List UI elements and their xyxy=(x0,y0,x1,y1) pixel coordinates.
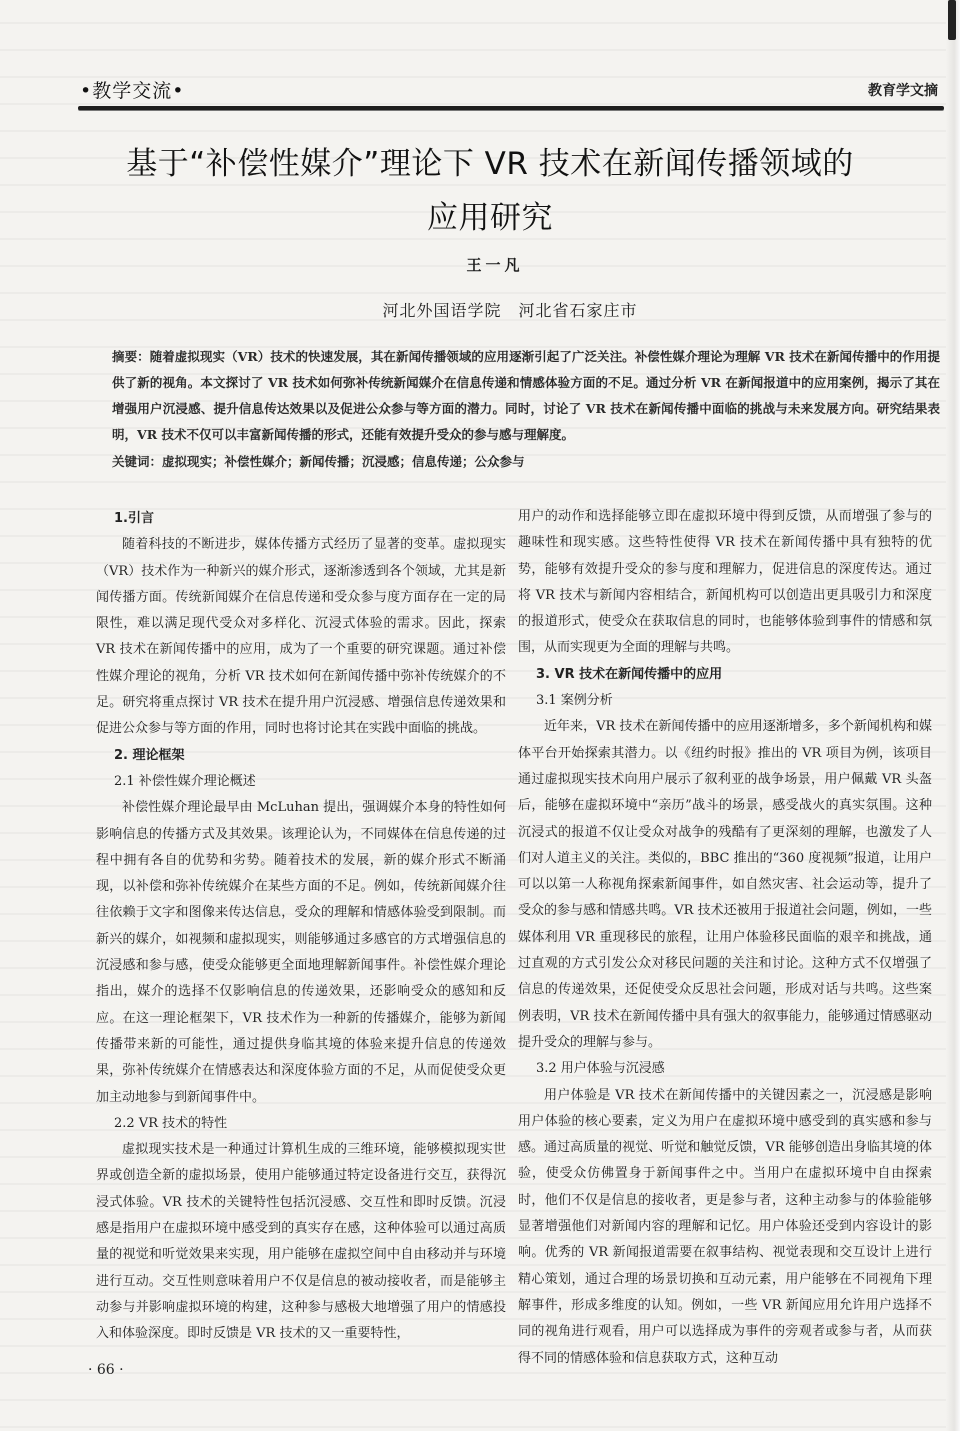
affiliation: 河北外国语学院 河北省石家庄市 xyxy=(382,301,638,320)
section-heading-3: 3. VR 技术在新闻传播中的应用 xyxy=(536,666,723,682)
paragraph-vr-features: 虚拟现实技术是一种通过计算机生成的三维环境，能够模拟现实世界或创造全新的虚拟场景，使用户能够通过特定设备进行交互，获得沉浸式体验。VR 技术的关键特性包括沉浸感、交互性和即时反馈。沉浸感是指用户在虚拟环境中感受到的真实存在感，这种体验可以通过高质量的视觉和听觉效果来实现，用户能够在虚拟空间中自由移动并与环境进行互动。交互性则意味着用户不仅是信息的被动接收者，而是能够主动参与并影响虚拟环境的构建，这种参与感极大地增强了用户的情感投入和体验深度。即时反馈是 VR 技术的又一重要特性， xyxy=(96,1142,506,1342)
paragraph-case-study: 近年来，VR 技术在新闻传播中的应用逐渐增多，多个新闻机构和媒体平台开始探索其潜力。以《纽约时报》推出的 VR 项目为例，该项目通过虚拟现实技术向用户展示了叙利亚的战争场景，用户佩戴 VR 头盔后，能够在虚拟环境中“亲历”战斗的场景，感受战火的真实氛围。这种沉浸式的报道不仅让受众对战争的残酷有了更深刻的理解，也激发了人们对人道主义的关注。类似的，BBC 推出的“360 度视频”报道，让用户可以以第一人称视角探索新闻事件，如自然灾害、社会运动等，提升了受众的参与感和情感共鸣。VR 技术还被用于报道社会问题，例如，一些媒体利用 VR 重现移民的旅程，让用户体验移民面临的艰辛和挑战，通过直观的方式引发公众对移民问题的关注和讨论。这种方式不仅增强了信息的传递效果，还促使受众反思社会问题，形成对话与共鸣。这些案例表明，VR 技术在新闻传播中具有强大的叙事能力，能够通过情感驱动提升受众的理解与参与。 xyxy=(518,719,932,1050)
paragraph-vr-features-continued: 用户的动作和选择能够立即在虚拟环境中得到反馈，从而增强了参与的趣味性和现实感。这些特性使得 VR 技术在新闻传播中具有独特的优势，能够有效提升受众的参与度和理解力，促进信息的深度传达。通过将 VR 技术与新闻内容相结合，新闻机构可以创造出更具吸引力和深度的报道形式，使受众在获取信息的同时，也能够体验到事件的情感和氛围，从而实现更为全面的理解与共鸣。 xyxy=(518,509,932,656)
paragraph-user-experience: 用户体验是 VR 技术在新闻传播中的关键因素之一，沉浸感是影响用户体验的核心要素，定义为用户在虚拟环境中感受到的真实感和参与感。通过高质量的视觉、听觉和触觉反馈，VR 能够创造出身临其境的体验，使受众仿佛置身于新闻事件之中。当用户在虚拟环境中自由探索时，他们不仅是信息的接收者，更是参与者，这种主动参与的体验能够显著增强他们对新闻内容的理解和记忆。用户体验还受到内容设计的影响。优秀的 VR 新闻报道需要在叙事结构、视觉表现和交互设计上进行精心策划，通过合理的场景切换和互动元素，用户能够在不同视角下理解事件，形成多维度的认知。例如，一些 VR 新闻应用允许用户选择不同的视角进行观看，用户可以选择成为事件的旁观者或参与者，从而获得不同的情感体验和信息获取方式，这种互动 xyxy=(518,1087,932,1366)
section-tag: •教学交流• xyxy=(80,80,185,102)
subsection-heading-3-1: 3.1 案例分析 xyxy=(536,693,613,709)
header-rule xyxy=(78,106,944,110)
page-number: · 66 · xyxy=(88,1362,124,1378)
section-heading-2: 2. 理论框架 xyxy=(114,747,185,763)
article-title-line1: 基于“补偿性媒介”理论下 VR 技术在新闻传播领域的 xyxy=(126,146,854,182)
section-heading-1: 1.引言 xyxy=(114,511,154,526)
journal-name: 教育学文摘 xyxy=(868,83,938,99)
page-edge-corner xyxy=(948,0,956,40)
paragraph-intro: 随着科技的不断进步，媒体传播方式经历了显著的变革。虚拟现实（VR）技术作为一种新兴的媒介形式，逐渐渗透到各个领域，尤其是新闻传播方面。传统新闻媒介在信息传递和受众参与度方面存在一定的局限性，难以满足现代受众对多样化、沉浸式体验的需求。因此，探索 VR 技术在新闻传播中的应用，成为了一个重要的研究课题。通过补偿性媒介理论的视角，分析 VR 技术如何在新闻传播中弥补传统媒介的不足。研究将重点探讨 VR 技术在提升用户沉浸感、增强信息传递效果和促进公众参与等方面的作用，同时也将讨论其在实践中面临的挑战。 xyxy=(96,537,506,737)
abstract: 摘要：随着虚拟现实（VR）技术的快速发展，其在新闻传播领域的应用逐渐引起了广泛关注。补偿性媒介理论为理解 VR 技术在新闻传播中的作用提供了新的视角。本文探讨了 VR 技术如何弥补传统新闻媒介在信息传递和情感体验方面的不足。通过分析 VR 在新闻报道中的应用案例，揭示了其在增强用户沉浸感、提升信息传达效果以及促进公众参与等方面的潜力。同时，讨论了 VR 技术在新闻传播中面临的挑战与未来发展方向。研究结果表明，VR 技术不仅可以丰富新闻传播的形式，还能有效提升受众的参与感与理解度。 xyxy=(112,349,940,442)
left-column xyxy=(96,506,506,1348)
keywords: 关键词：虚拟现实；补偿性媒介；新闻传播；沉浸感；信息传递；公众参与 xyxy=(112,454,525,469)
page-edge xyxy=(946,0,960,1431)
running-header xyxy=(80,76,940,106)
paragraph-compensatory-media: 补偿性媒介理论最早由 McLuhan 提出，强调媒介本身的特性如何影响信息的传播方式及其效果。该理论认为，不同媒体在信息传递的过程中拥有各自的优势和劣势。随着技术的发展，新的媒介形式不断涌现，以补偿和弥补传统媒介在某些方面的不足。例如，传统新闻媒介往往依赖于文字和图像来传达信息，受众的理解和情感体验受到限制。而新兴的媒介，如视频和虚拟现实，则能够通过多感官的方式增强信息的沉浸感和参与感，使受众能够更全面地理解新闻事件。补偿性媒介理论指出，媒介的选择不仅影响信息的传递效果，还影响受众的感知和反应。在这一理论框架下，VR 技术作为一种新的传播媒介，能够为新闻传播带来新的可能性，通过提供身临其境的体验来提升信息的传递效果，弥补传统媒介在情感表达和深度体验方面的不足，从而促使受众更加主动地参与到新闻事件中。 xyxy=(96,800,506,1105)
subsection-heading-2-2: 2.2 VR 技术的特性 xyxy=(114,1115,228,1131)
right-column xyxy=(518,504,932,1372)
author: 王一凡 xyxy=(466,256,524,274)
subsection-heading-3-2: 3.2 用户体验与沉浸感 xyxy=(536,1061,665,1077)
article-title-line2: 应用研究 xyxy=(427,200,553,236)
subsection-heading-2-1: 2.1 补偿性媒介理论概述 xyxy=(114,773,256,789)
